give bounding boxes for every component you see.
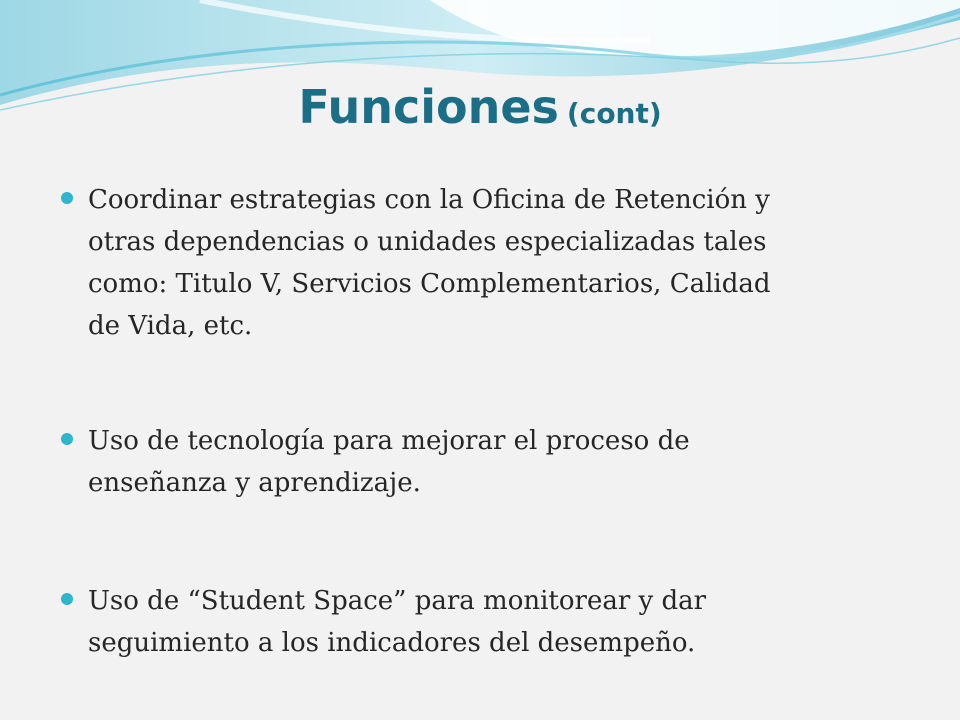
bullet-dot-icon (61, 433, 73, 445)
bullet-text: Uso de “Student Space” para monitorear y dar seguimiento a los indicadores del desempeño. (88, 586, 707, 658)
bullet-item (88, 420, 888, 504)
bullet-dot-icon (61, 593, 73, 605)
title-main: Funciones (298, 80, 559, 134)
bullet-text: Uso de tecnología para mejorar el proceso de enseñanza y aprendizaje. (88, 426, 690, 498)
bullet-text: Coordinar estrategias con la Oficina de Retención y otras dependencias o unidades especializadas tales como: Titulo V, Servicios Complementarios, Calidad de Vida, etc. (88, 185, 771, 341)
title-suffix: (cont) (566, 97, 662, 130)
bullet-dot-icon (61, 192, 73, 204)
bullet-item (88, 179, 888, 347)
bullet-item (88, 580, 888, 664)
